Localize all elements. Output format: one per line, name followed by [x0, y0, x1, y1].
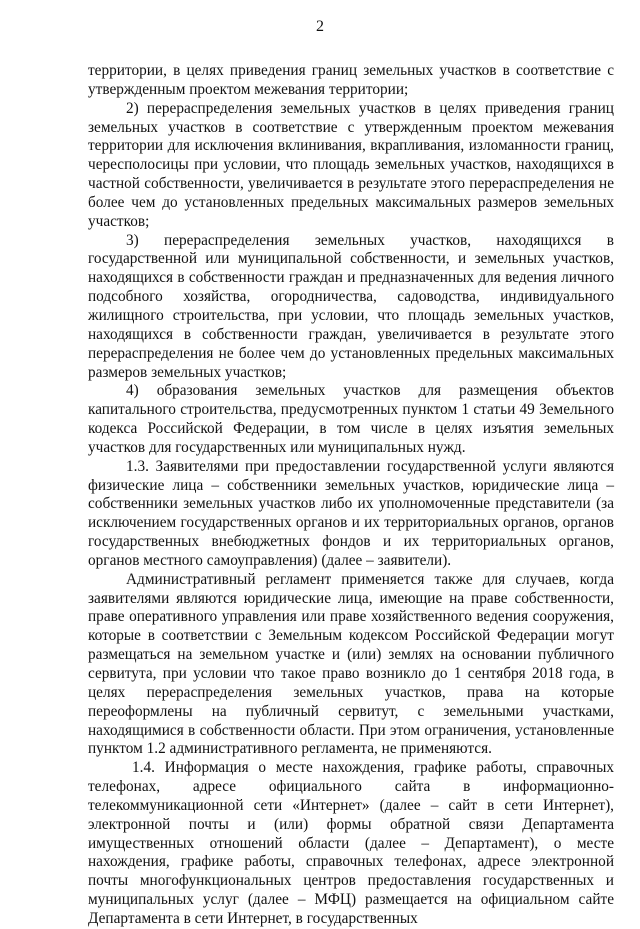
- paragraph-item-3: 3) перераспределения земельных участков, находящихся в государственной или муниципальной собственности, и земельных участков, находящихся в собственности граждан и предназначенных для ведения личного подсобного хозяйства, огородничества, садоводства, индивидуального жилищного строительства, при условии, что площадь земельных участков, находящихся в собственности граждан, увеличивается в результате этого перераспределения не более чем до установленных предельных максимальных размеров земельных участков;: [88, 231, 614, 381]
- paragraph-continuation: территории, в целях приведения границ земельных участков в соответствие с утвержденным проектом межевания территории;: [88, 62, 614, 98]
- paragraph-item-2: 2) перераспределения земельных участков в целях приведения границ земельных участков в соответствие с утвержденным проектом межевания территории для исключения вклинивания, вкрапливания, изломанности границ, чересполосицы при условии, что площадь земельных участков, находящихся в частной собственности, увеличивается в результате этого перераспределения не более чем до установленных предельных максимальных размеров земельных участков;: [88, 99, 614, 230]
- page-number: 2: [316, 18, 324, 35]
- paragraph-item-4: 4) образования земельных участков для размещения объектов капитального строительства, предусмотренных пунктом 1 статьи 49 Земельного кодекса Российской Федерации, в том числе в целях изъятия земельных участков для государственных или муниципальных нужд.: [88, 382, 614, 456]
- document-body: [88, 62, 614, 929]
- paragraph-regulation-scope: Административный регламент применяется также для случаев, когда заявителями являются юридические лица, имеющие на праве собственности, праве оперативного управления или праве хозяйственного ведения сооружения, которые в соответствии с Земельным кодексом Российской Федерации могут размещаться на земельном участке и (или) землях на основании публичного сервитута, при условии что такое право возникло до 1 сентября 2018 года, в целях перераспределения земельных участков, права на которые переоформлены на публичный сервитут, с земельными участками, находящимися в собственности области. При этом ограничения, установленные пунктом 1.2 административного регламента, не применяются.: [88, 570, 614, 758]
- paragraph-1-3: 1.3. Заявителями при предоставлении государственной услуги являются физические лица – собственники земельных участков, юридические лица – собственники земельных участков либо их уполномоченные представители (за исключением государственных органов и их территориальных органов, органов государственных внебюджетных фондов и их территориальных органов, органов местного самоуправления) (далее – заявители).: [88, 457, 614, 569]
- paragraph-1-4: 1.4. Информация о месте нахождения, графике работы, справочных телефонах, адресе официального сайта в информационно-телекоммуникационной сети «Интернет» (далее – сайт в сети Интернет), электронной почты и (или) формы обратной связи Департамента имущественных отношений области (далее – Департамент), о месте нахождения, графике работы, справочных телефонах, адресе электронной почты многофункциональных центров предоставления государственных и муниципальных услуг (далее – МФЦ) размещается на официальном сайте Департамента в сети Интернет, в государственных: [88, 759, 614, 927]
